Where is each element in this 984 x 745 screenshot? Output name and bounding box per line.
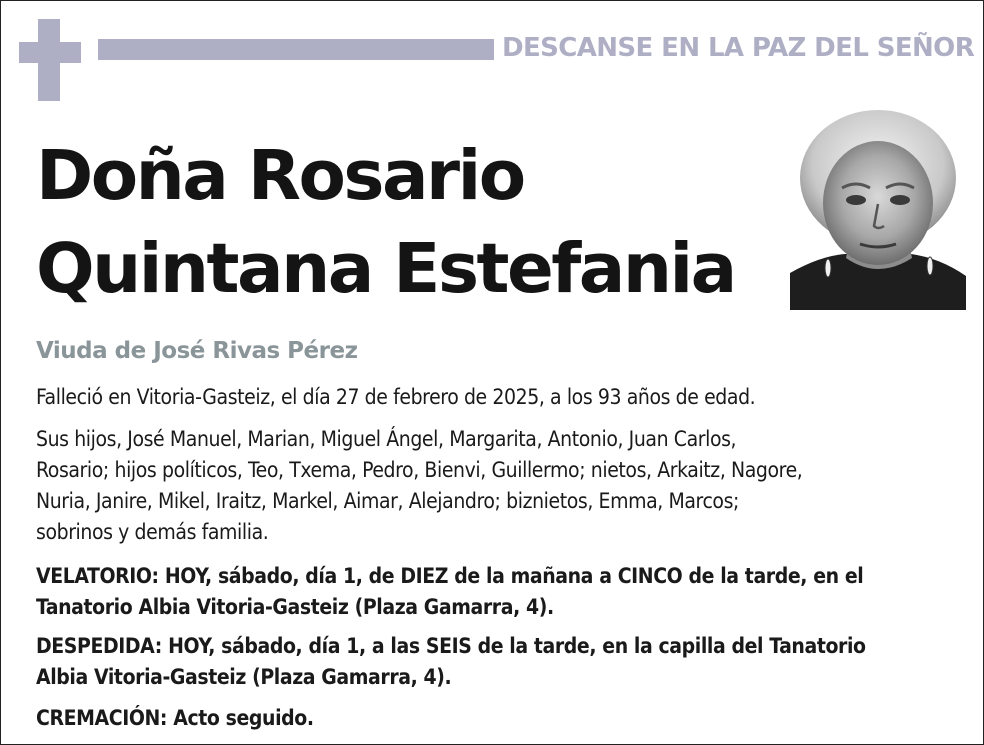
widow-of-line: Viuda de José Rivas Pérez <box>36 338 358 364</box>
farewell-line: DESPEDIDA: HOY, sábado, día 1, a las SEIS de la tarde, en la capilla del Tanatorio <box>36 634 866 658</box>
cremation-line: CREMACIÓN: Acto seguido. <box>36 706 314 730</box>
header-title: DESCANSE EN LA PAZ DEL SEÑOR <box>502 33 975 63</box>
wake-line: Tanatorio Albia Vitoria-Gasteiz (Plaza Gamarra, 4). <box>36 595 554 619</box>
family-line: Nuria, Janire, Mikel, Iraitz, Markel, Aimar, Alejandro; biznietos, Emma, Marcos; <box>36 489 740 513</box>
farewell-line: Albia Vitoria-Gasteiz (Plaza Gamarra, 4). <box>36 665 452 689</box>
header-bar <box>98 39 494 60</box>
farewell-paragraph <box>36 631 966 693</box>
family-line: Sus hijos, José Manuel, Marian, Miguel Ángel, Margarita, Antonio, Juan Carlos, <box>36 427 737 451</box>
wake-line: VELATORIO: HOY, sábado, día 1, de DIEZ de la mañana a CINCO de la tarde, en el <box>36 564 864 588</box>
cross-icon <box>19 19 81 101</box>
death-notice: Falleció en Vitoria-Gasteiz, el día 27 de febrero de 2025, a los 93 años de edad. <box>36 385 756 409</box>
name-line-1: Doña Rosario <box>36 136 524 216</box>
wake-paragraph <box>36 561 966 623</box>
family-paragraph <box>36 424 966 548</box>
name-line-2: Quintana Estefania <box>36 229 735 309</box>
deceased-name <box>36 130 735 316</box>
family-line: sobrinos y demás familia. <box>36 520 269 544</box>
portrait-photo <box>790 108 966 310</box>
family-line: Rosario; hijos políticos, Teo, Txema, Pedro, Bienvi, Guillermo; nietos, Arkaitz, Nagore, <box>36 458 803 482</box>
